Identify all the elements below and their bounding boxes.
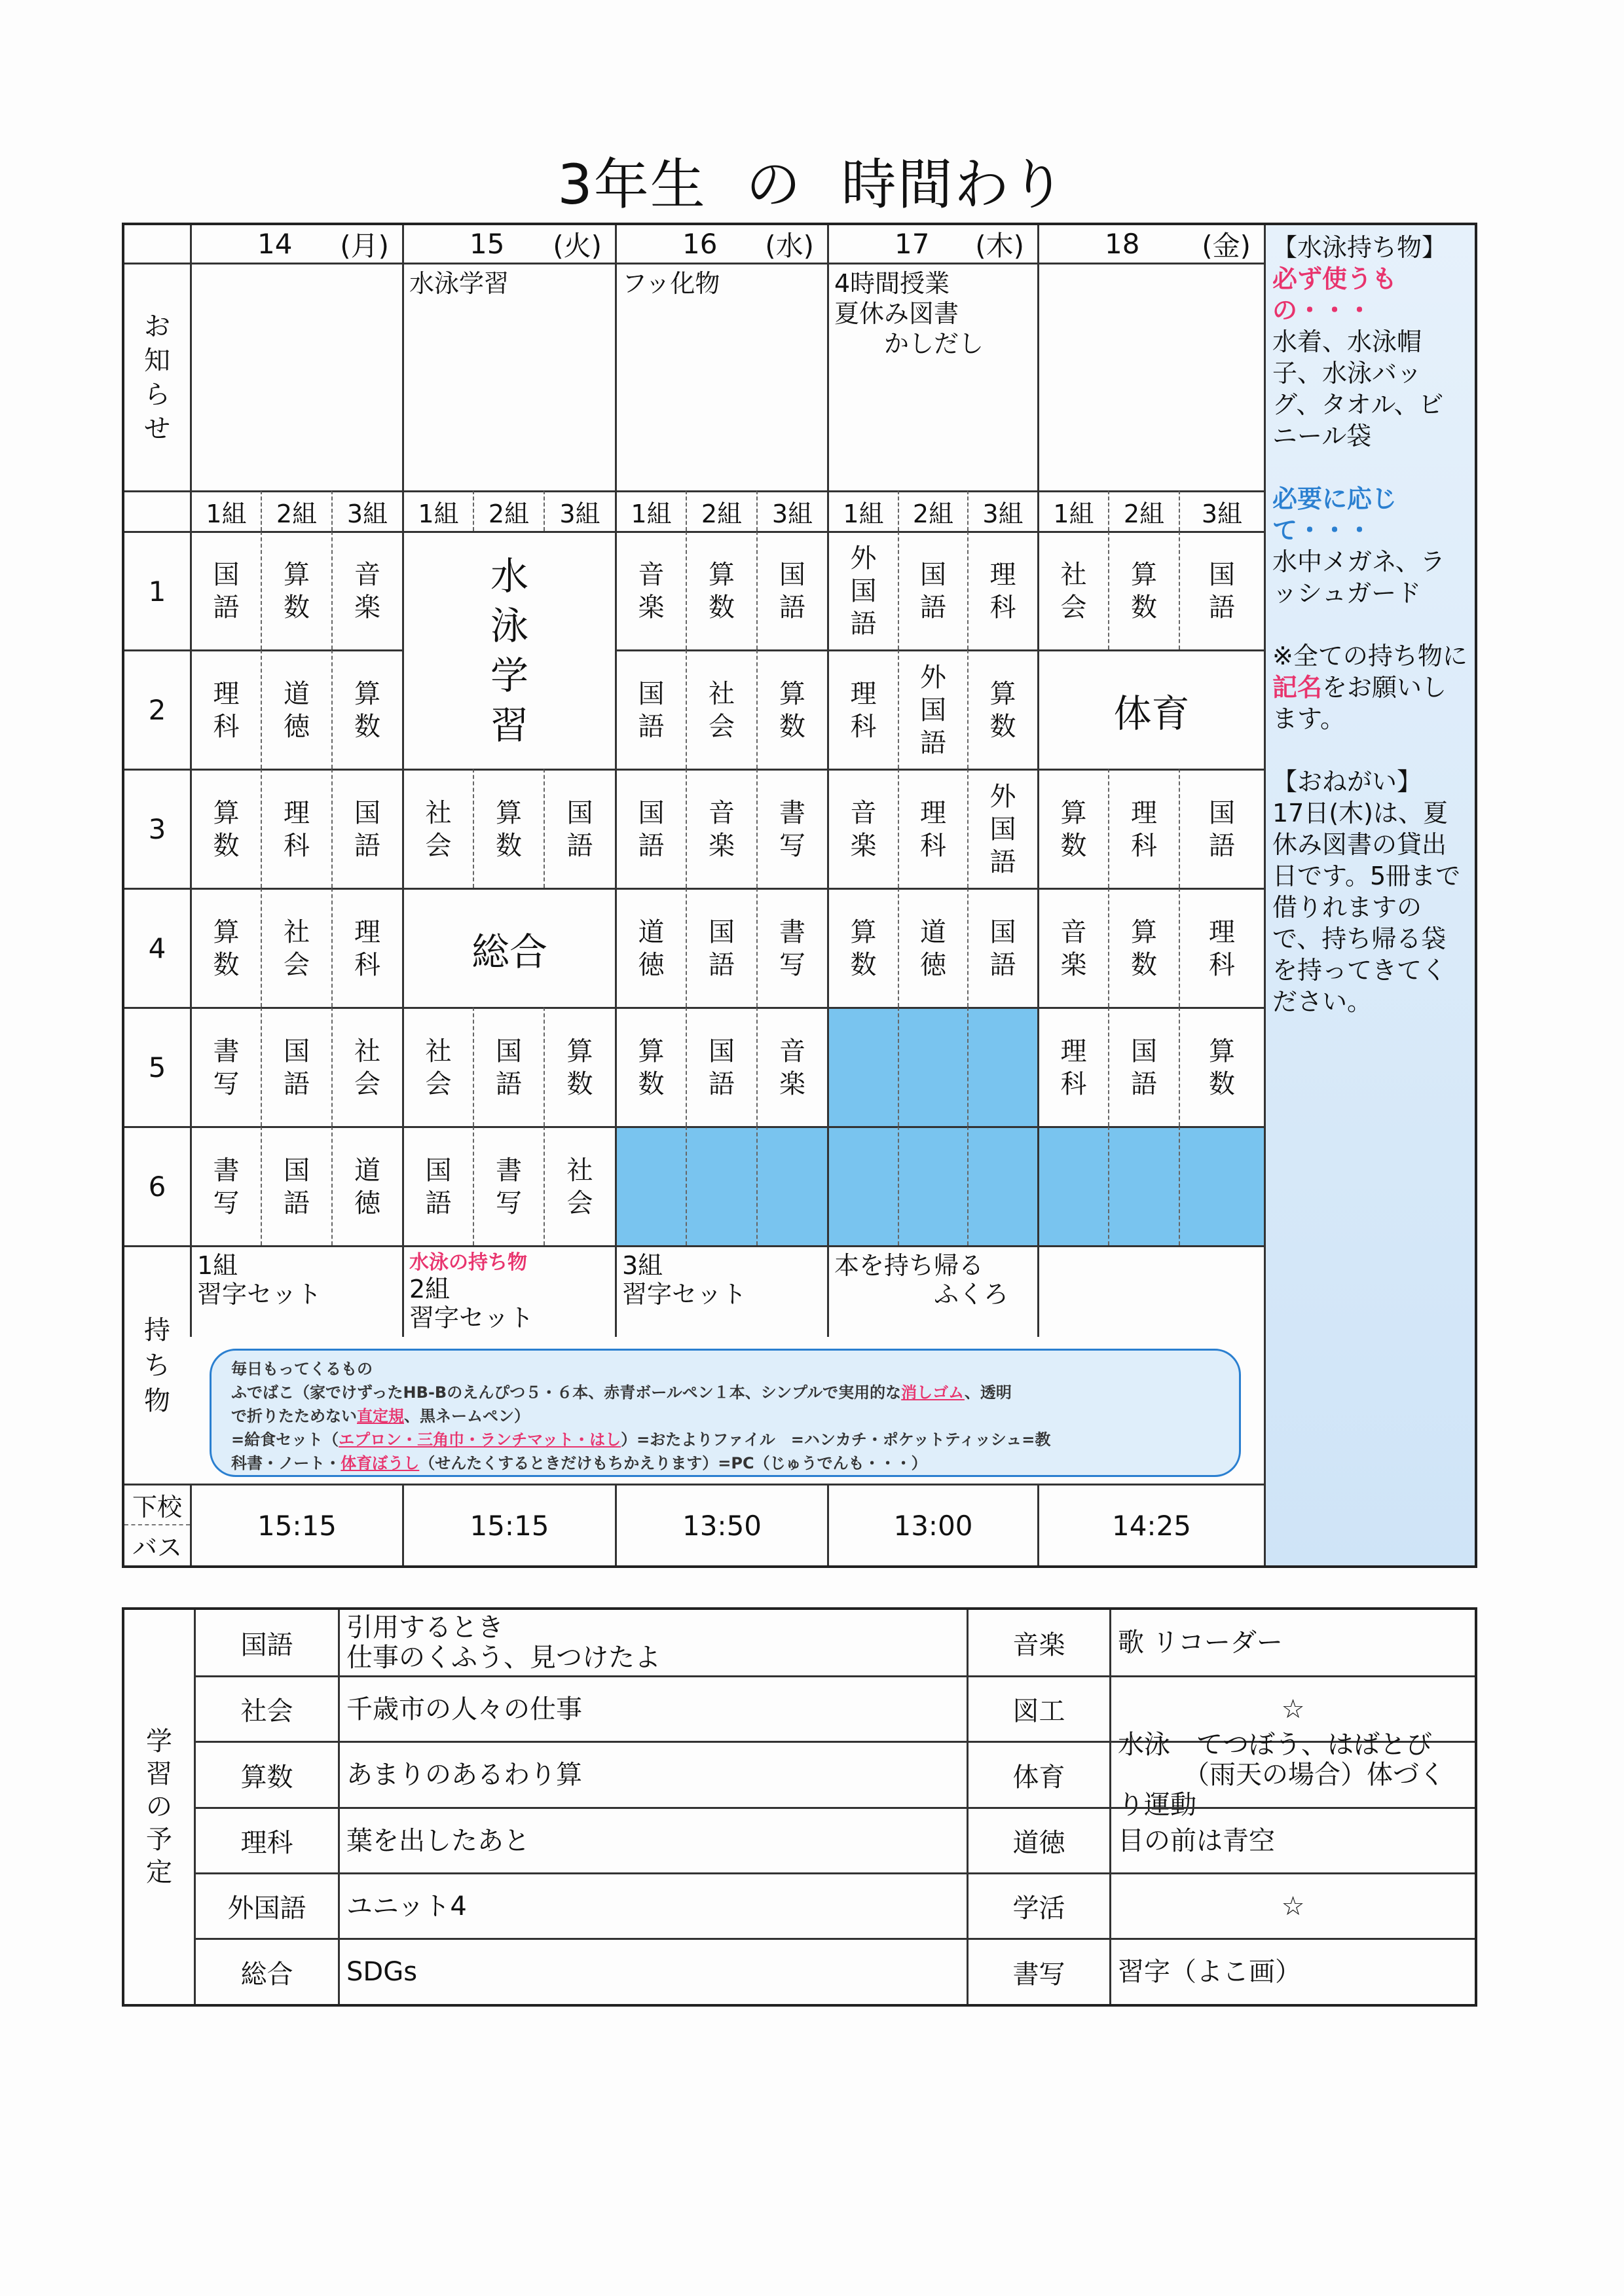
class-label: 1組: [1037, 490, 1108, 531]
subject-cell: 社 会: [402, 769, 473, 888]
plan-content: 引用するとき 仕事のくふう、見つけたよ: [338, 1610, 967, 1675]
subject-cell: 算 数: [1108, 531, 1179, 649]
notice-label: お 知 ら せ: [124, 263, 190, 490]
note-part2: をお願いします。: [1272, 673, 1447, 733]
subject-cell: 外 国 語: [827, 531, 898, 649]
subject-cell: 社 会: [544, 1126, 615, 1245]
class-row-blank: [124, 490, 190, 531]
daily-text: ）=おたよりファイル =ハンカチ・ポケットティッシュ=教: [621, 1430, 1051, 1449]
day-date: 18: [1105, 228, 1140, 260]
subject-cell: 外 国 語: [898, 649, 967, 769]
subject-cell: 算 数: [1037, 769, 1108, 888]
title-main: 時間わり: [841, 153, 1067, 217]
subject-cell: 国 語: [473, 1007, 544, 1126]
period-number: 2: [124, 649, 190, 769]
day-date: 17: [895, 228, 930, 260]
subject-cell: 国 語: [190, 531, 261, 649]
belongings-cell: [402, 1245, 615, 1337]
daily-text: エプロン・三角巾・ランチマット・はし: [339, 1430, 621, 1449]
belongings-cell: [190, 1245, 402, 1337]
day-header: [615, 225, 827, 263]
subject-cell: 算 数: [473, 769, 544, 888]
subject-cell: 社 会: [1037, 531, 1108, 649]
daily-text: 科書・ノート・: [231, 1454, 341, 1472]
plan-subject: 学活: [967, 1872, 1109, 1938]
class-label: 3組: [967, 490, 1037, 531]
bus-time: 14:25: [1037, 1484, 1264, 1565]
subject-cell: 道 徳: [331, 1126, 402, 1245]
plan-subject: 社会: [194, 1675, 338, 1741]
subject-cell: 国 語: [1179, 531, 1264, 649]
subject-cell: 算 数: [190, 769, 261, 888]
no-class-shaded: [967, 1007, 1037, 1126]
subject-cell: 理 科: [827, 649, 898, 769]
day-date: 15: [470, 228, 505, 260]
period-number: 3: [124, 769, 190, 888]
plan-label: 学 習 の 予 定: [146, 1726, 172, 1887]
subject-cell: 国 語: [1108, 1007, 1179, 1126]
must-dots: ・・・: [1297, 296, 1373, 325]
no-class-shaded: [1179, 1126, 1264, 1245]
subject-cell: 音 楽: [615, 531, 686, 649]
period-number: 1: [124, 531, 190, 649]
bus-label-1: 下校: [124, 1484, 190, 1524]
subject-cell: 算 数: [190, 888, 261, 1007]
subject-cell: 算 数: [756, 649, 827, 769]
bus-time: 15:15: [190, 1484, 402, 1565]
period-number: 6: [124, 1126, 190, 1245]
daily-text: （せんたくするときだけもちかえります）=PC（じゅうでんも・・・）: [419, 1454, 927, 1472]
subject-cell: 国 語: [544, 769, 615, 888]
plan-content: ☆: [1109, 1675, 1475, 1741]
belongings-text: 3組 習字セット: [622, 1251, 747, 1309]
must-items: 水着、水泳帽子、水泳バッグ、タオル、ビニール袋: [1272, 327, 1444, 450]
subject-cell: 音 楽: [331, 531, 402, 649]
timetable: [122, 223, 1477, 1568]
plan-subject: 体育: [967, 1741, 1109, 1807]
daily-text: 、黒ネームペン）: [404, 1407, 530, 1425]
class-label: 3組: [331, 490, 402, 531]
need-items: 水中メガネ、ラッシュガード: [1272, 547, 1445, 608]
subject-cell: 国 語: [898, 531, 967, 649]
bus-label-2: バス: [124, 1524, 190, 1565]
daily-text: 体育ぼうし: [341, 1454, 420, 1472]
no-class-shaded: [615, 1126, 686, 1245]
subject-cell: 国 語: [615, 649, 686, 769]
daily-text: 直定規: [357, 1407, 404, 1425]
belongings-text: 1組 習字セット: [197, 1251, 322, 1309]
subject-cell: 理 科: [898, 769, 967, 888]
subject-cell: 社 会: [686, 649, 756, 769]
daily-line: [231, 1404, 1219, 1428]
subject-cell: 国 語: [261, 1007, 331, 1126]
subject-cell: 国 語: [402, 1126, 473, 1245]
subject-cell: 理 科: [331, 888, 402, 1007]
subject-cell: 社 会: [331, 1007, 402, 1126]
request-heading: 【おねがい】: [1272, 767, 1422, 796]
plan-subject: 総合: [194, 1938, 338, 2004]
bus-time: 15:15: [402, 1484, 615, 1565]
sogo-merged: 総合: [402, 888, 615, 1007]
must-label: 必ず使うもの: [1272, 264, 1397, 325]
notice-cell: 水泳学習: [402, 263, 615, 490]
subject-cell: 国 語: [967, 888, 1037, 1007]
belongings-cell: [1037, 1245, 1264, 1337]
subject-cell: 書 写: [473, 1126, 544, 1245]
subject-cell: 理 科: [1037, 1007, 1108, 1126]
no-class-shaded: [1108, 1126, 1179, 1245]
sidebar-heading: 【水泳持ち物】: [1272, 233, 1447, 262]
plan-subject: 音楽: [967, 1610, 1109, 1675]
plan-content: 葉を出したあと: [338, 1807, 967, 1872]
subject-cell: 音 楽: [1037, 888, 1108, 1007]
note-emphasis: 記名: [1272, 673, 1323, 702]
day-weekday: (金): [1202, 229, 1251, 262]
learning-plan-table: [122, 1607, 1477, 2007]
day-date: 16: [682, 228, 718, 260]
no-class-shaded: [827, 1007, 898, 1126]
plan-content: 水泳 てつぼう、はばとび （雨天の場合）体づくり運動: [1109, 1741, 1475, 1807]
day-header: [402, 225, 615, 263]
belongings-cell: [615, 1245, 827, 1337]
daily-line: [231, 1357, 1219, 1381]
subject-cell: 国 語: [1179, 769, 1264, 888]
no-class-shaded: [967, 1126, 1037, 1245]
notice-cell: [190, 263, 402, 490]
subject-cell: 理 科: [1108, 769, 1179, 888]
class-label: 1組: [615, 490, 686, 531]
daily-text: で折りたためない: [231, 1407, 357, 1425]
bus-time: 13:00: [827, 1484, 1037, 1565]
daily-line: [231, 1381, 1219, 1404]
notice-cell: [1037, 263, 1264, 490]
class-label: 3組: [756, 490, 827, 531]
subject-cell: 理 科: [190, 649, 261, 769]
subject-cell: 音 楽: [827, 769, 898, 888]
subject-cell: 書 写: [190, 1126, 261, 1245]
subject-cell: 算 数: [544, 1007, 615, 1126]
plan-subject: 国語: [194, 1610, 338, 1675]
subject-cell: 道 徳: [615, 888, 686, 1007]
class-label: 2組: [1108, 490, 1179, 531]
class-label: 3組: [1179, 490, 1264, 531]
daily-line: [231, 1451, 1219, 1475]
subject-cell: 国 語: [261, 1126, 331, 1245]
subject-cell: 書 写: [756, 769, 827, 888]
no-class-shaded: [898, 1007, 967, 1126]
subject-cell: 理 科: [967, 531, 1037, 649]
day-header: [190, 225, 402, 263]
class-label: 2組: [686, 490, 756, 531]
belongings-cell: [827, 1245, 1037, 1337]
subject-cell: 外 国 語: [967, 769, 1037, 888]
class-label: 1組: [827, 490, 898, 531]
title-grade: 3年生: [557, 153, 707, 217]
day-weekday: (月): [340, 229, 389, 262]
subject-cell: 音 楽: [756, 1007, 827, 1126]
day-weekday: (木): [975, 229, 1024, 262]
notice-cell: フッ化物: [615, 263, 827, 490]
daily-text: =給食セット（: [231, 1430, 339, 1449]
daily-text: 消しゴム: [901, 1383, 965, 1402]
plan-content: 千歳市の人々の仕事: [338, 1675, 967, 1741]
plan-content: ユニット4: [338, 1872, 967, 1938]
daily-text: ふでばこ（家でけずったHB-Bのえんぴつ５・６本、赤青ボールペン１本、シンプルで実用的な: [231, 1383, 902, 1402]
day-weekday: (水): [765, 229, 814, 262]
note-part1: ※全ての持ち物に: [1272, 642, 1467, 670]
subject-cell: 算 数: [967, 649, 1037, 769]
no-class-shaded: [756, 1126, 827, 1245]
plan-subject: 図工: [967, 1675, 1109, 1741]
subject-cell: 算 数: [1179, 1007, 1264, 1126]
no-class-shaded: [898, 1126, 967, 1245]
need-dots: ・・・: [1297, 516, 1373, 545]
name-note: [1272, 640, 1468, 735]
swim-items-sidebar: [1264, 225, 1475, 1565]
plan-content: ☆: [1109, 1872, 1475, 1938]
belongings-text: 2組 習字セット: [409, 1275, 534, 1332]
belongings-label: 持 ち 物: [124, 1245, 190, 1484]
subject-cell: 算 数: [261, 531, 331, 649]
subject-cell: 音 楽: [686, 769, 756, 888]
subject-cell: 書 写: [756, 888, 827, 1007]
subject-cell: 道 徳: [261, 649, 331, 769]
belongings-text: 本を持ち帰る ふくろ: [834, 1251, 1009, 1309]
no-class-shaded: [827, 1126, 898, 1245]
subject-cell: 理 科: [261, 769, 331, 888]
bus-time: 13:50: [615, 1484, 827, 1565]
subject-cell: 算 数: [615, 1007, 686, 1126]
day-header: [827, 225, 1037, 263]
subject-cell: 社 会: [402, 1007, 473, 1126]
plan-subject: 外国語: [194, 1872, 338, 1938]
no-class-shaded: [686, 1126, 756, 1245]
day-header: [1037, 225, 1264, 263]
subject-cell: 国 語: [686, 1007, 756, 1126]
title-particle: の: [745, 153, 802, 217]
no-class-shaded: [1037, 1126, 1108, 1245]
pe-merged: 体育: [1037, 649, 1264, 769]
notice-cell: 4時間授業 夏休み図書 かしだし: [827, 263, 1037, 490]
subject-cell: 算 数: [331, 649, 402, 769]
page-title: [0, 141, 1624, 220]
class-label: 3組: [544, 490, 615, 531]
plan-subject: 理科: [194, 1807, 338, 1872]
period-number: 5: [124, 1007, 190, 1126]
subject-cell: 国 語: [686, 888, 756, 1007]
plan-content: 習字（よこ画）: [1109, 1938, 1475, 2004]
plan-content: 目の前は青空: [1109, 1807, 1475, 1872]
class-label: 2組: [473, 490, 544, 531]
day-date: 14: [257, 228, 293, 260]
subject-cell: 算 数: [686, 531, 756, 649]
daily-items-box: [210, 1349, 1241, 1477]
period-number: 4: [124, 888, 190, 1007]
class-label: 1組: [402, 490, 473, 531]
need-label: 必要に応じて: [1272, 484, 1397, 545]
class-label: 1組: [190, 490, 261, 531]
daily-text: 、透明: [964, 1383, 1012, 1402]
class-label: 2組: [261, 490, 331, 531]
subject-cell: 書 写: [190, 1007, 261, 1126]
subject-cell: 国 語: [756, 531, 827, 649]
daily-line: [231, 1428, 1219, 1451]
daily-text: 毎日もってくるもの: [231, 1360, 373, 1378]
plan-content: SDGs: [338, 1938, 967, 2004]
subject-cell: 理 科: [1179, 888, 1264, 1007]
subject-cell: 算 数: [827, 888, 898, 1007]
swim-merged: 水 泳 学 習: [402, 531, 615, 769]
subject-cell: 国 語: [615, 769, 686, 888]
request-text: 17日(木)は、夏休み図書の貸出日です。5冊まで借りれますので、持ち帰る袋を持ってきてください。: [1272, 799, 1461, 1016]
plan-subject: 算数: [194, 1741, 338, 1807]
day-weekday: (火): [553, 229, 602, 262]
class-label: 2組: [898, 490, 967, 531]
subject-cell: 社 会: [261, 888, 331, 1007]
subject-cell: 算 数: [1108, 888, 1179, 1007]
plan-content: あまりのあるわり算: [338, 1741, 967, 1807]
plan-subject: 道徳: [967, 1807, 1109, 1872]
plan-subject: 書写: [967, 1938, 1109, 2004]
swim-belongings-note: 水泳の持ち物: [409, 1251, 527, 1274]
subject-cell: 国 語: [331, 769, 402, 888]
subject-cell: 道 徳: [898, 888, 967, 1007]
plan-content: 歌 リコーダー: [1109, 1610, 1475, 1675]
